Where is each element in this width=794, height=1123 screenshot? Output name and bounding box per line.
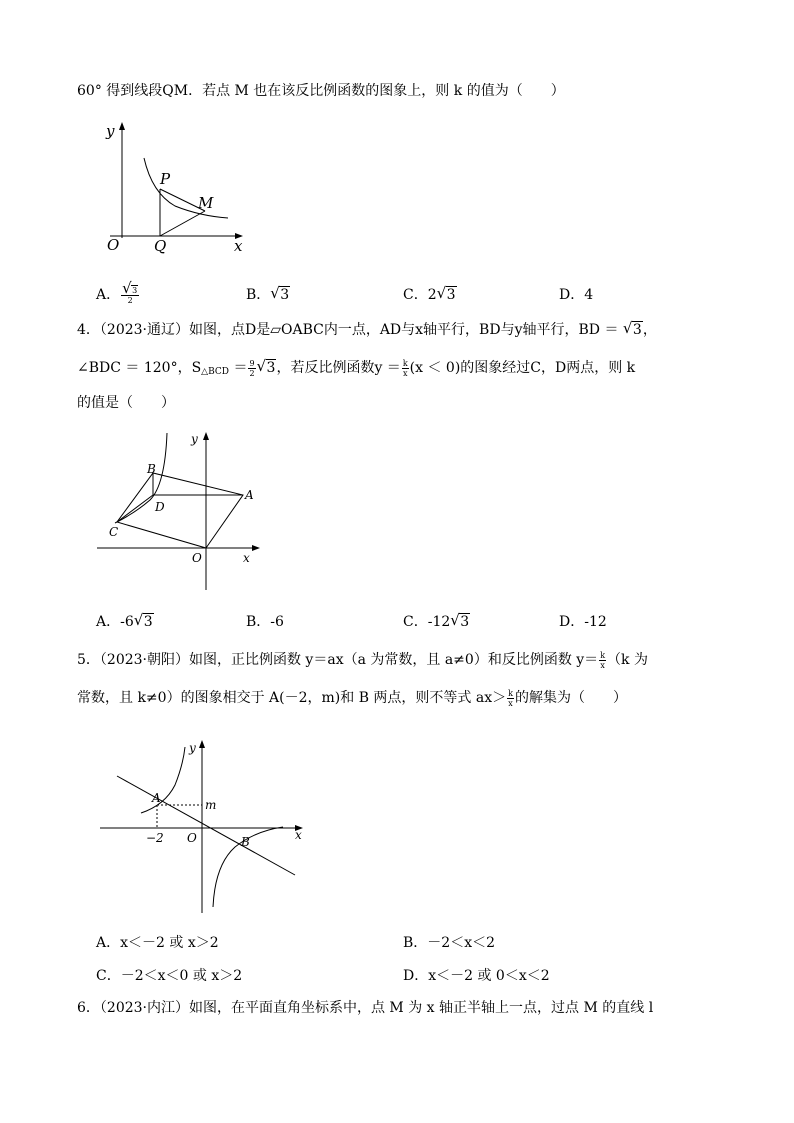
q3-label-o: O	[107, 236, 120, 254]
q4-stem-line3: 的值是（ ）	[77, 395, 175, 411]
q6-stem-line1: 6．（2023·内江）如图，在平面直角坐标系中，点 M 为 x 轴正半轴上一点，过点 M 的直线 l	[77, 1000, 654, 1016]
q5-option-d: D．x＜－2 或 0＜x＜2	[403, 968, 550, 984]
q3-hyperbola	[144, 158, 228, 218]
q4-option-d: D．-12	[559, 614, 607, 630]
q5-label-x: x	[295, 828, 302, 842]
q3-label-q: Q	[154, 237, 167, 255]
q3-option-b: B．√ 3	[246, 285, 290, 305]
q5-stem-line1: 5．（2023·朝阳）如图，正比例函数 y＝ax（a 为常数，且 a≠0）和反比例函数 y＝ $\frac{k}{x}$ （k 为	[77, 650, 648, 670]
q4-label-b: B	[147, 462, 156, 476]
q3-segment-qm	[160, 211, 205, 236]
q3-option-c: C．2√ 3	[403, 285, 457, 305]
q3-option-d: D．4	[559, 287, 594, 303]
q5-label-o: O	[187, 831, 197, 845]
q4-label-y: y	[191, 432, 198, 446]
q5-label-y: y	[189, 741, 196, 755]
q4-label-d: D	[155, 500, 165, 514]
q3-label-x: x	[234, 237, 243, 255]
q5-label-b: B	[241, 835, 250, 849]
q5-option-c: C．－2＜x＜0 或 x＞2	[96, 968, 243, 984]
q4-label-o: O	[192, 551, 202, 565]
q5-label-m: m	[205, 798, 217, 812]
q4-stem-line1: 4．（2023·通辽）如图，点D是▱OABC内一点，AD与x轴平行，BD与y轴平行，BD ＝ √ 3，	[77, 320, 657, 340]
q4-label-c: C	[109, 525, 119, 539]
q5-figure	[95, 735, 310, 915]
q3-figure	[100, 118, 260, 258]
q5-stem-line2: 常数，且 k≠0）的图象相交于 A(－2，m)和 B 两点，则不等式 ax＞ $\frac{k}{x}$ 的解集为（ ）	[77, 688, 627, 708]
q4-stem-line2: ∠BDC ＝ 120°，$S_{\triangle BCD}$ ＝ $\frac{9}{2}$ √ 3，若反比例函数y ＝ $\frac{k}{x}$ (x ＜ 0)的图象经过C，D两点，则 k	[77, 358, 635, 382]
q4-figure	[95, 425, 265, 595]
q5-linear-line	[117, 776, 295, 875]
q4-option-c: C．-12√ 3	[403, 612, 470, 632]
q3-label-m: M	[198, 194, 214, 212]
q4-option-b: B．-6	[246, 614, 284, 630]
q3-stem: 60° 得到线段QM．若点 M 也在该反比例函数的图象上，则 k 的值为（ ）	[77, 83, 565, 99]
q3-option-a: A． √ $\frac{3}{2}$	[96, 285, 140, 305]
q4-segment-cd	[117, 495, 153, 522]
q5-option-a: A．x＜－2 或 x＞2	[96, 935, 219, 951]
q3-label-p: P	[160, 170, 171, 188]
q5-label-a: A	[152, 791, 161, 805]
q4-label-x: x	[243, 551, 250, 565]
q5-option-b: B．－2＜x＜2	[403, 935, 495, 951]
q5-hyperbola-left	[141, 747, 185, 813]
q3-label-y: y	[106, 122, 115, 140]
q4-label-a: A	[245, 488, 254, 502]
q4-option-a: A．-6√ 3	[96, 612, 154, 632]
q5-label-neg2: −2	[146, 831, 164, 845]
